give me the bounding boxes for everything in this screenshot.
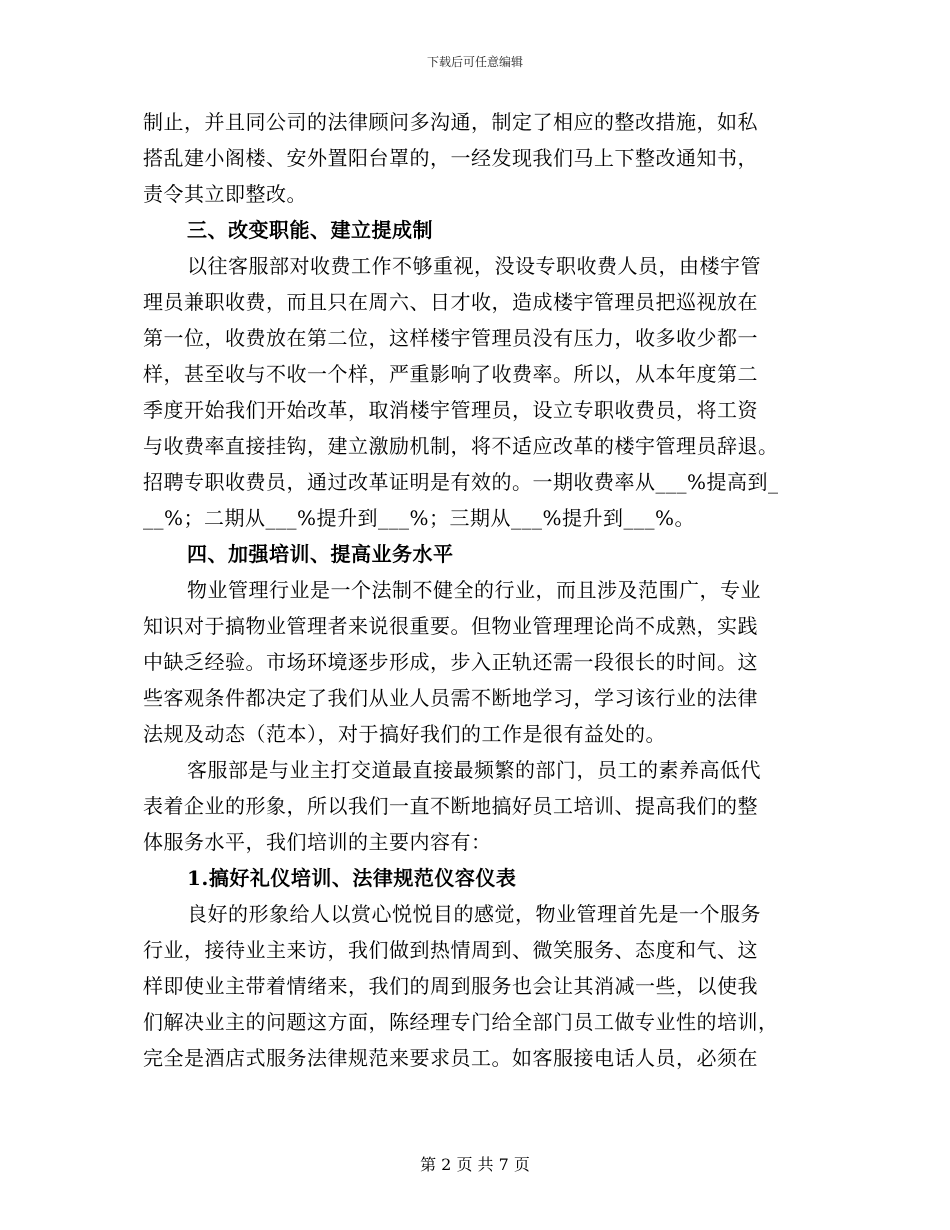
text-line: 行业，接待业主来访，我们做到热情周到、微笑服务、态度和气、这 xyxy=(143,938,758,962)
header-note: 下载后可任意编辑 xyxy=(426,55,523,69)
text-line: 理员兼职收费，而且只在周六、日才收，造成楼宇管理员把巡视放在 xyxy=(143,290,758,314)
text-line: 搭乱建小阁楼、安外置阳台罩的，一经发现我们马上下整改通知书， xyxy=(143,146,758,170)
text-line: 体服务水平，我们培训的主要内容有： xyxy=(143,830,492,854)
text-line: 完全是酒店式服务法律规范来要求员工。如客服接电话人员，必须在 xyxy=(143,1046,758,1070)
text-line: 样即使业主带着情绪来，我们的周到服务也会让其消减一些，以使我 xyxy=(143,974,758,998)
section-heading: 四、加强培训、提高业务水平 xyxy=(187,542,454,566)
text-line: 责令其立即整改。 xyxy=(143,182,307,206)
text-line: 客服部是与业主打交道最直接最频繁的部门，员工的素养高低代 xyxy=(187,758,761,782)
text-line: 与收费率直接挂钩，建立激励机制，将不适应改革的楼宇管理员辞退。 xyxy=(143,434,779,458)
document-body xyxy=(143,104,813,1076)
text-line: 们解决业主的问题这方面，陈经理专门给全部门员工做专业性的培训， xyxy=(143,1010,779,1034)
text-line: 制止，并且同公司的法律顾问多沟通，制定了相应的整改措施，如私 xyxy=(143,110,758,134)
text-line: 物业管理行业是一个法制不健全的行业，而且涉及范围广，专业 xyxy=(187,578,761,602)
page-footer: 第 2 页 共 7 页 xyxy=(420,1155,530,1174)
text-line: 招聘专职收费员，通过改革证明是有效的。一期收费率从___%提高到_ xyxy=(143,470,779,494)
text-line: 中缺乏经验。市场环境逐步形成，步入正轨还需一段很长的时间。这 xyxy=(143,650,758,674)
text-line: 样，甚至收与不收一个样，严重影响了收费率。所以，从本年度第二 xyxy=(143,362,758,386)
text-line: 以往客服部对收费工作不够重视，没设专职收费人员，由楼宇管 xyxy=(187,254,761,278)
text-line: 季度开始我们开始改革，取消楼宇管理员，设立专职收费员，将工资 xyxy=(143,398,758,422)
section-heading: 1.搞好礼仪培训、法律规范仪容仪表 xyxy=(187,866,517,890)
text-line: __%；二期从___%提升到___%；三期从___%提升到___%。 xyxy=(143,506,696,530)
text-line: 法规及动态（范本），对于搞好我们的工作是很有益处的。 xyxy=(143,722,666,746)
text-line: 第一位，收费放在第二位，这样楼宇管理员没有压力，收多收少都一 xyxy=(143,326,758,350)
text-line: 良好的形象给人以赏心悦悦目的感觉，物业管理首先是一个服务 xyxy=(187,902,761,926)
section-heading: 三、改变职能、建立提成制 xyxy=(187,218,433,242)
text-line: 知识对于搞物业管理者来说很重要。但物业管理理论尚不成熟，实践 xyxy=(143,614,758,638)
text-line: 些客观条件都决定了我们从业人员需不断地学习，学习该行业的法律 xyxy=(143,686,758,710)
text-line: 表着企业的形象，所以我们一直不断地搞好员工培训、提高我们的整 xyxy=(143,794,758,818)
